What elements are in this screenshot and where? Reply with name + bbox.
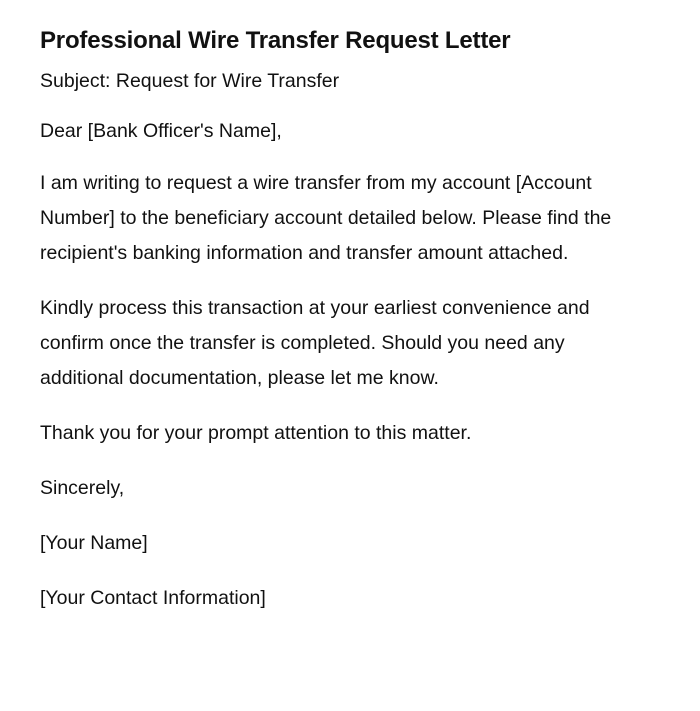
letter-salutation: Dear [Bank Officer's Name], [40,120,282,142]
letter-signature-name: [Your Name] [40,532,148,554]
letter-paragraph-1: I am writing to request a wire transfer from my account [Account Number] to the beneficiary account detailed below. Please find the recipient's banking information and transfer amount attached. [40,172,612,264]
letter-closing: Sincerely, [40,477,125,499]
letter-paragraph-2: Kindly process this transaction at your earliest convenience and confirm once the transfer is completed. Should you need any additional documentation, please let me know. [40,297,590,389]
letter-subject: Subject: Request for Wire Transfer [40,70,340,92]
letter-title: Professional Wire Transfer Request Letter [40,27,511,54]
letter-signature-contact: [Your Contact Information] [40,587,266,609]
letter-paragraph-3: Thank you for your prompt attention to this matter. [40,422,472,444]
letter-document [40,24,640,636]
